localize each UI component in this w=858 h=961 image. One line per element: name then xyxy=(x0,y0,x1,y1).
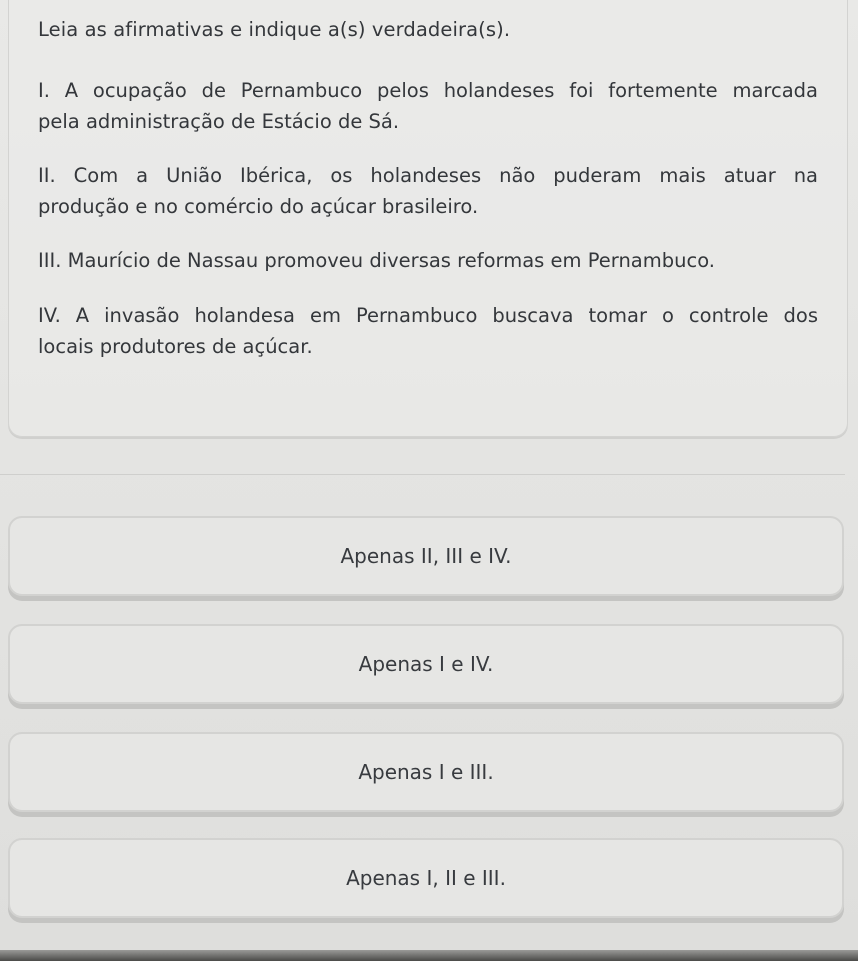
bottom-edge-bar xyxy=(0,950,858,961)
statement-4-line-2: locais produtores de açúcar. xyxy=(38,335,313,358)
answer-option-4-label: Apenas I, II e III. xyxy=(346,866,506,890)
question-prompt: Leia as afirmativas e indique a(s) verdadeira(s). xyxy=(38,18,511,41)
answer-option-1-label: Apenas II, III e IV. xyxy=(340,544,512,568)
statement-2-line-1: II. Com a União Ibérica, os holandeses não puderam mais atuar na xyxy=(38,164,818,187)
answer-option-2[interactable] xyxy=(8,624,844,704)
section-divider xyxy=(0,474,845,475)
statement-3 xyxy=(38,245,818,276)
statement-3-line-1: III. Maurício de Nassau promoveu diversas reformas em Pernambuco. xyxy=(38,249,715,272)
answer-option-3-label: Apenas I e III. xyxy=(358,760,494,784)
statement-1 xyxy=(38,75,818,137)
answer-option-4[interactable] xyxy=(8,838,844,918)
statement-2 xyxy=(38,160,818,222)
statement-4-line-1: IV. A invasão holandesa em Pernambuco buscava tomar o controle dos xyxy=(38,304,818,327)
answer-option-2-label: Apenas I e IV. xyxy=(358,652,494,676)
statement-2-line-2: produção e no comércio do açúcar brasileiro. xyxy=(38,195,479,218)
statement-1-line-1: I. A ocupação de Pernambuco pelos holandeses foi fortemente marcada xyxy=(38,79,818,102)
statement-1-line-2: pela administração de Estácio de Sá. xyxy=(38,110,400,133)
answer-option-3[interactable] xyxy=(8,732,844,812)
answer-option-1[interactable] xyxy=(8,516,844,596)
statement-4 xyxy=(38,300,818,362)
